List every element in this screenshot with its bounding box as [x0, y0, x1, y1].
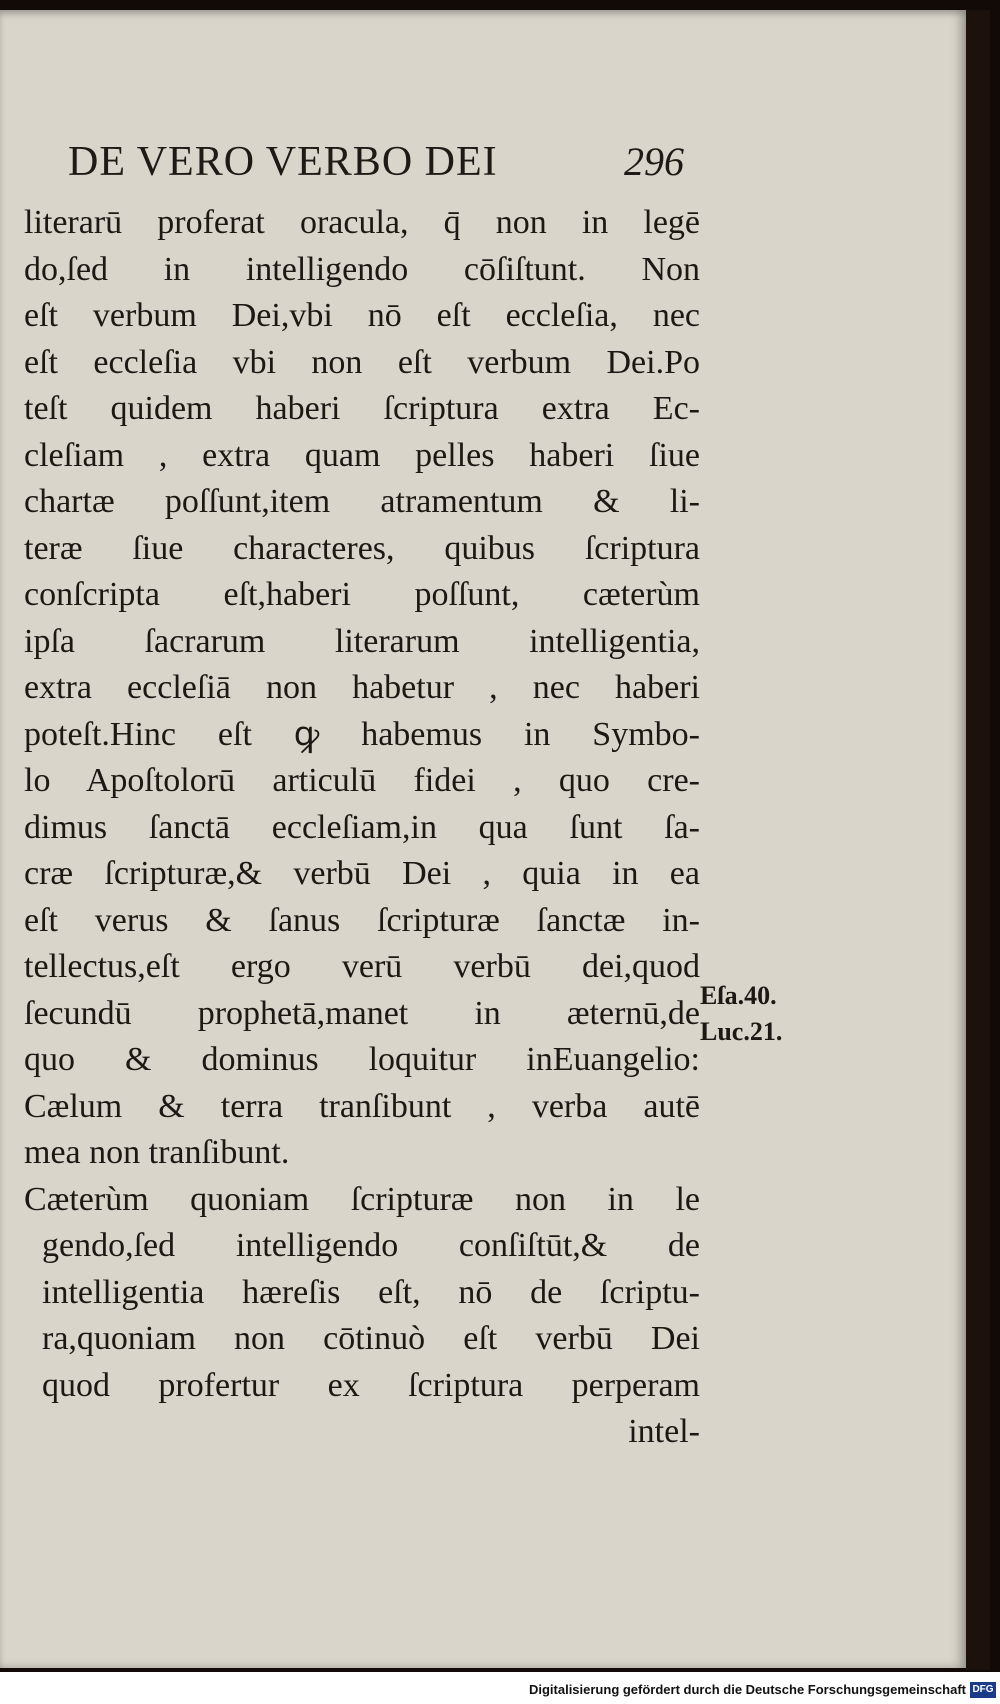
- dfg-logo: DFG: [970, 1682, 996, 1698]
- running-head: DE VERO VERBO DEI: [68, 139, 498, 185]
- text-line: quod profertur ex ſcriptura perperam: [42, 1366, 700, 1404]
- margin-note: Eſa.40.: [700, 981, 777, 1010]
- text-line: Cælum & terra tranſibunt , verba autē: [24, 1087, 700, 1125]
- margin-notes: [700, 978, 820, 1050]
- text-line: mea non tranſibunt.: [24, 1134, 290, 1171]
- page-edge: [966, 10, 990, 1670]
- text-line: intelligentia hæreſis eſt, nō de ſcriptu-: [42, 1273, 700, 1311]
- text-line: dimus ſanctā eccleſiam,in qua ſunt ſa-: [24, 808, 700, 846]
- text-line: cleſiam , extra quam pelles haberi ſiue: [24, 436, 700, 474]
- text-line: eſt eccleſia vbi non eſt verbum Dei.Po: [24, 343, 700, 381]
- margin-note: Luc.21.: [700, 1017, 783, 1046]
- text-line: poteſt.Hinc eſt ꝙ habemus in Symbo-: [24, 715, 700, 753]
- text-line: eſt verbum Dei,vbi nō eſt eccleſia, nec: [24, 297, 700, 334]
- text-line: ipſa ſacrarum literarum intelligentia,: [24, 622, 700, 660]
- footer-bar: [0, 1680, 1000, 1704]
- page-header: [68, 138, 684, 198]
- body-text: [24, 200, 700, 1456]
- page-number: 296: [624, 139, 684, 184]
- funding-credit: Digitalisierung gefördert durch die Deutsche Forschungsgemeinschaft: [528, 1682, 966, 1697]
- text-line: lo Apoſtolorū articulū fidei , quo cre-: [24, 762, 700, 799]
- text-line: Cæterùm quoniam ſcripturæ non in le: [24, 1180, 700, 1218]
- text-line: tellectus,eſt ergo verū verbū dei,quod: [24, 948, 700, 985]
- text-line: chartæ poſſunt,item atramentum & li-: [24, 483, 700, 520]
- text-line: teræ ſiue characteres, quibus ſcriptura: [24, 529, 700, 567]
- text-line: ra,quoniam non cōtinuò eſt verbū Dei: [42, 1320, 700, 1357]
- text-line: teſt quidem haberi ſcriptura extra Ec-: [24, 390, 700, 427]
- text-line: eſt verus & ſanus ſcripturæ ſanctæ in-: [24, 901, 700, 939]
- text-line: ſecundū prophetā,manet in æternū,de: [24, 994, 700, 1032]
- text-line: conſcripta eſt,haberi poſſunt, cæterùm: [24, 576, 700, 613]
- text-line: cræ ſcripturæ,& verbū Dei , quia in ea: [24, 855, 700, 892]
- text-line: extra eccleſiā non habetur , nec haberi: [24, 669, 700, 706]
- text-line: gendo,ſed intelligendo conſiſtūt,& de: [42, 1227, 700, 1264]
- book-page: [0, 10, 966, 1668]
- text-line: do,ſed in intelligendo cōſiſtunt. Non: [24, 250, 700, 288]
- text-line: literarū proferat oracula, q̄ non in legē: [24, 204, 700, 241]
- text-line: quo & dominus loquitur inEuangelio:: [24, 1041, 700, 1078]
- catchword: intel-: [628, 1413, 700, 1450]
